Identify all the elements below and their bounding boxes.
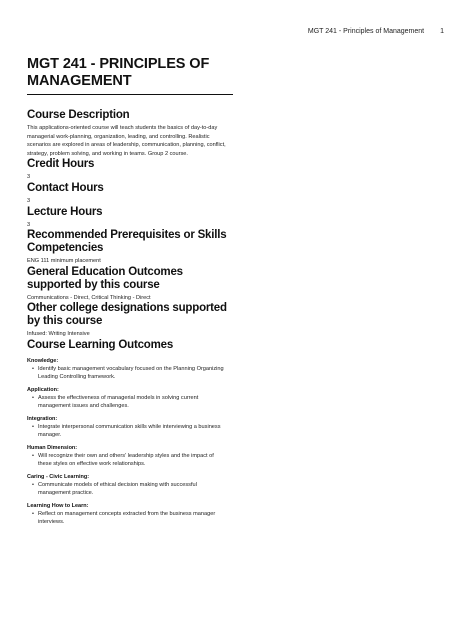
other-designations-heading: Other college designations supported by this course (27, 302, 227, 328)
gen-ed-outcomes-value: Communications - Direct, Critical Thinking - Direct (27, 294, 151, 301)
outcome-block (27, 357, 233, 381)
outcome-item: • Assess the effectiveness of managerial models in solving current management issues and challenges. (34, 394, 228, 410)
credit-hours-value: 3 (27, 174, 31, 181)
outcome-label: Application: (27, 386, 59, 393)
page-title (27, 56, 233, 95)
outcome-label: Learning How to Learn: (27, 502, 89, 509)
gen-ed-outcomes-heading: General Education Outcomes supported by this course (27, 265, 183, 291)
outcome-item: • Will recognize their own and others' leadership styles and the impact of these styles on effective work relationships. (34, 452, 228, 468)
title-line-1: MGT 241 - PRINCIPLES OF (27, 56, 210, 72)
course-description-text: This applications-oriented course will teach students the basics of day-to-day managerial work-planning, organization, leading, and controlling. Realistic scenarios are explored in areas of leadership, communication, planning, conflict, strategy, problem solving, and working in teams. Group 2 course. (27, 125, 226, 157)
outcome-item: • Identify basic management vocabulary focused on the Planning Organizing Leading Controlling framework. (34, 365, 228, 381)
outcome-block (27, 415, 233, 439)
document-page (27, 56, 233, 528)
prerequisites-value: ENG 111 minimum placement (27, 258, 101, 265)
running-title: MGT 241 - Principles of Management (307, 28, 425, 35)
outcome-label: Knowledge: (27, 357, 59, 364)
outcome-label: Integration: (27, 415, 58, 422)
outcome-block (27, 473, 233, 497)
course-description-heading: Course Description (27, 109, 130, 121)
outcome-block (27, 502, 233, 526)
outcome-item: • Communicate models of ethical decision making with successful management practice. (34, 481, 228, 497)
page-number: 1 (440, 28, 444, 35)
outcome-item: • Reflect on management concepts extracted from the business manager interviews. (34, 510, 228, 526)
contact-hours-value: 3 (27, 197, 31, 204)
learning-outcomes-list (27, 357, 233, 526)
lecture-hours-value: 3 (27, 221, 31, 228)
outcome-item: • Integrate interpersonal communication skills while interviewing a business manager. (34, 423, 228, 439)
title-line-2: MANAGEMENT (27, 73, 132, 89)
contact-hours-heading: Contact Hours (27, 181, 104, 194)
credit-hours-heading: Credit Hours (27, 158, 95, 171)
lecture-hours-heading: Lecture Hours (27, 205, 103, 218)
running-header (308, 28, 444, 35)
learning-outcomes-heading: Course Learning Outcomes (27, 338, 174, 351)
outcome-block (27, 386, 233, 410)
other-designations-value: Infused: Writing Intensive (27, 331, 90, 338)
prerequisites-heading: Recommended Prerequisites or Skills Competencies (27, 229, 227, 255)
outcome-block (27, 444, 233, 468)
outcome-label: Caring - Civic Learning: (27, 473, 90, 480)
outcome-label: Human Dimension: (27, 444, 78, 451)
